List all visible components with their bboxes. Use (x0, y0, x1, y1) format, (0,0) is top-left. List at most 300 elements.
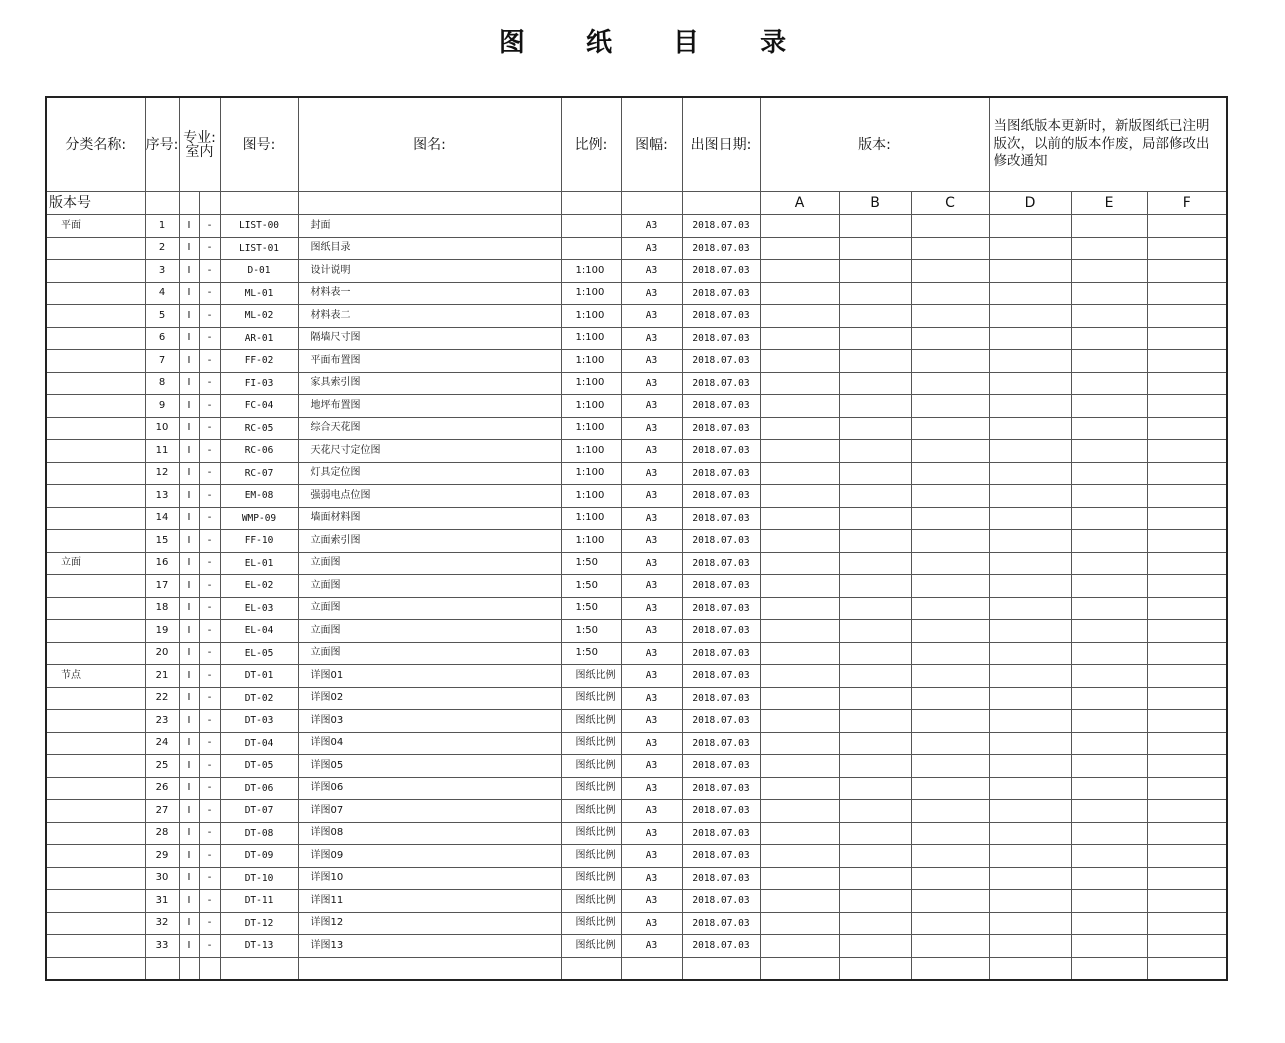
version-cell (1147, 867, 1227, 890)
version-cell (760, 732, 839, 755)
category-cell (46, 575, 145, 598)
version-cell (839, 665, 911, 688)
version-cell (989, 890, 1071, 913)
scale-cell: 图纸比例 (561, 912, 621, 935)
scale-cell (561, 215, 621, 238)
category-cell (46, 935, 145, 958)
header-discipline: 专业: 室内 (179, 97, 220, 192)
drawing-number-cell: WMP-09 (220, 507, 298, 530)
scale-cell: 1:100 (561, 417, 621, 440)
scale-cell: 图纸比例 (561, 687, 621, 710)
scale-cell (561, 237, 621, 260)
version-cell (839, 597, 911, 620)
subdiscipline-cell: - (199, 440, 220, 463)
version-letter: D (989, 192, 1071, 215)
scale-cell: 1:50 (561, 620, 621, 643)
version-cell (989, 912, 1071, 935)
discipline-cell: I (179, 597, 199, 620)
version-cell (989, 350, 1071, 373)
version-cell (911, 800, 989, 823)
version-cell (911, 755, 989, 778)
version-cell (839, 552, 911, 575)
version-cell (760, 845, 839, 868)
version-letter: F (1147, 192, 1227, 215)
table-row (46, 642, 1227, 665)
drawing-number-cell: RC-06 (220, 440, 298, 463)
version-cell (839, 642, 911, 665)
version-cell (1071, 282, 1147, 305)
scale-cell: 1:100 (561, 395, 621, 418)
header-version: 版本: (760, 97, 989, 192)
scale-cell: 1:100 (561, 327, 621, 350)
version-cell (911, 665, 989, 688)
category-cell (46, 350, 145, 373)
version-cell (1071, 395, 1147, 418)
issue-date-cell: 2018.07.03 (682, 890, 760, 913)
version-cell (989, 710, 1071, 733)
scale-cell: 1:100 (561, 440, 621, 463)
sheet-size-cell: A3 (621, 912, 682, 935)
discipline-cell: I (179, 215, 199, 238)
sheet-size-cell: A3 (621, 867, 682, 890)
version-cell (1147, 642, 1227, 665)
subdiscipline-cell: - (199, 665, 220, 688)
subdiscipline-cell: - (199, 845, 220, 868)
version-cell (911, 327, 989, 350)
sheet-size-cell: A3 (621, 687, 682, 710)
version-cell (911, 530, 989, 553)
discipline-cell: I (179, 485, 199, 508)
subdiscipline-cell: - (199, 350, 220, 373)
subdiscipline-cell: - (199, 282, 220, 305)
version-cell (1071, 327, 1147, 350)
discipline-cell: I (179, 372, 199, 395)
category-cell (46, 890, 145, 913)
version-cell (911, 552, 989, 575)
drawing-number-cell: AR-01 (220, 327, 298, 350)
version-letter: C (911, 192, 989, 215)
seq-cell: 9 (145, 395, 179, 418)
issue-date-cell: 2018.07.03 (682, 215, 760, 238)
seq-cell: 10 (145, 417, 179, 440)
seq-cell: 26 (145, 777, 179, 800)
version-cell (1071, 665, 1147, 688)
table-row (46, 710, 1227, 733)
version-cell (989, 327, 1071, 350)
version-cell (1147, 237, 1227, 260)
scale-cell: 图纸比例 (561, 665, 621, 688)
sheet-size-cell: A3 (621, 755, 682, 778)
sheet-size-cell: A3 (621, 372, 682, 395)
category-cell (46, 732, 145, 755)
version-cell (911, 485, 989, 508)
seq-cell: 31 (145, 890, 179, 913)
subdiscipline-cell: - (199, 462, 220, 485)
version-cell (1071, 350, 1147, 373)
sheet-size-cell: A3 (621, 665, 682, 688)
version-cell (760, 372, 839, 395)
subdiscipline-cell: - (199, 710, 220, 733)
version-cell (760, 395, 839, 418)
sheet-size-cell: A3 (621, 282, 682, 305)
discipline-cell: I (179, 282, 199, 305)
category-cell (46, 327, 145, 350)
table-row (46, 530, 1227, 553)
version-cell (1147, 912, 1227, 935)
issue-date-cell: 2018.07.03 (682, 912, 760, 935)
seq-cell: 29 (145, 845, 179, 868)
sheet-size-cell: A3 (621, 597, 682, 620)
version-cell (1071, 575, 1147, 598)
version-cell (1071, 237, 1147, 260)
seq-cell: 8 (145, 372, 179, 395)
drawing-number-cell: EL-02 (220, 575, 298, 598)
version-cell (760, 755, 839, 778)
drawing-number-cell: ML-02 (220, 305, 298, 328)
category-cell (46, 530, 145, 553)
sheet-size-cell: A3 (621, 305, 682, 328)
drawing-number-cell: FC-04 (220, 395, 298, 418)
version-cell (1147, 215, 1227, 238)
version-cell (1071, 710, 1147, 733)
subdiscipline-cell: - (199, 395, 220, 418)
scale-cell: 1:100 (561, 260, 621, 283)
version-cell (989, 507, 1071, 530)
page-title: 图 纸 目 录 (498, 28, 813, 58)
discipline-cell: I (179, 417, 199, 440)
sheet-size-cell: A3 (621, 395, 682, 418)
issue-date-cell: 2018.07.03 (682, 575, 760, 598)
scale-cell: 1:100 (561, 485, 621, 508)
drawing-number-cell: FI-03 (220, 372, 298, 395)
drawing-number-cell: DT-05 (220, 755, 298, 778)
scale-cell: 图纸比例 (561, 755, 621, 778)
sheet-size-cell: A3 (621, 327, 682, 350)
subdiscipline-cell: - (199, 575, 220, 598)
version-cell (1147, 350, 1227, 373)
version-cell (760, 822, 839, 845)
version-cell (839, 260, 911, 283)
subdiscipline-cell: - (199, 620, 220, 643)
version-cell (760, 800, 839, 823)
version-cell (1071, 485, 1147, 508)
discipline-cell: I (179, 350, 199, 373)
version-cell (760, 462, 839, 485)
version-cell (911, 395, 989, 418)
version-cell (760, 507, 839, 530)
version-cell (1147, 440, 1227, 463)
header-scale: 比例: (561, 97, 621, 192)
discipline-cell: I (179, 575, 199, 598)
version-cell (839, 305, 911, 328)
category-cell (46, 395, 145, 418)
drawing-number-cell: DT-10 (220, 867, 298, 890)
table-row (46, 260, 1227, 283)
version-cell (911, 260, 989, 283)
issue-date-cell: 2018.07.03 (682, 237, 760, 260)
version-cell (989, 777, 1071, 800)
scale-cell: 1:50 (561, 552, 621, 575)
issue-date-cell: 2018.07.03 (682, 800, 760, 823)
version-cell (989, 642, 1071, 665)
version-cell (1147, 282, 1227, 305)
discipline-cell: I (179, 822, 199, 845)
version-cell (989, 552, 1071, 575)
header-dwg-name: 图名: (298, 97, 561, 192)
version-cell (839, 237, 911, 260)
version-cell (989, 687, 1071, 710)
subdiscipline-cell: - (199, 305, 220, 328)
issue-date-cell: 2018.07.03 (682, 305, 760, 328)
scale-cell: 图纸比例 (561, 800, 621, 823)
issue-date-cell: 2018.07.03 (682, 395, 760, 418)
drawing-number-cell: LIST-01 (220, 237, 298, 260)
seq-cell: 7 (145, 350, 179, 373)
sheet-size-cell: A3 (621, 440, 682, 463)
subdiscipline-cell: - (199, 890, 220, 913)
sheet-size-cell: A3 (621, 215, 682, 238)
version-cell (989, 845, 1071, 868)
discipline-cell: I (179, 305, 199, 328)
drawing-name-cell: 天花尺寸定位图 (298, 440, 561, 463)
version-cell (911, 305, 989, 328)
seq-cell: 30 (145, 867, 179, 890)
version-cell (760, 687, 839, 710)
version-cell (1147, 710, 1227, 733)
table-row (46, 665, 1227, 688)
discipline-cell: I (179, 440, 199, 463)
version-cell (1071, 890, 1147, 913)
issue-date-cell: 2018.07.03 (682, 777, 760, 800)
seq-cell: 12 (145, 462, 179, 485)
subdiscipline-cell: - (199, 935, 220, 958)
scale-cell: 1:50 (561, 597, 621, 620)
seq-cell: 23 (145, 710, 179, 733)
version-cell (839, 800, 911, 823)
drawing-name-cell: 详图06 (298, 777, 561, 800)
version-cell (1147, 620, 1227, 643)
sheet-size-cell: A3 (621, 507, 682, 530)
issue-date-cell: 2018.07.03 (682, 822, 760, 845)
header-size: 图幅: (621, 97, 682, 192)
version-cell (989, 822, 1071, 845)
drawing-number-cell: RC-07 (220, 462, 298, 485)
drawing-number-cell: EL-04 (220, 620, 298, 643)
category-cell: 平面 (46, 215, 145, 238)
version-cell (989, 260, 1071, 283)
seq-cell: 4 (145, 282, 179, 305)
table-row (46, 935, 1227, 958)
version-cell (760, 485, 839, 508)
drawing-number-cell: DT-03 (220, 710, 298, 733)
scale-cell: 1:100 (561, 462, 621, 485)
header-dwg-no: 图号: (220, 97, 298, 192)
discipline-cell: I (179, 260, 199, 283)
version-cell (1147, 777, 1227, 800)
sheet-size-cell: A3 (621, 800, 682, 823)
subdiscipline-cell: - (199, 597, 220, 620)
category-cell (46, 485, 145, 508)
category-cell (46, 417, 145, 440)
discipline-cell: I (179, 845, 199, 868)
version-cell (839, 687, 911, 710)
table-row (46, 687, 1227, 710)
table-row (46, 777, 1227, 800)
version-cell (760, 665, 839, 688)
header-category: 分类名称: (46, 97, 145, 192)
scale-cell: 1:100 (561, 305, 621, 328)
seq-cell: 25 (145, 755, 179, 778)
subdiscipline-cell: - (199, 552, 220, 575)
scale-cell: 1:50 (561, 575, 621, 598)
version-cell (1071, 800, 1147, 823)
subdiscipline-cell: - (199, 642, 220, 665)
version-cell (1147, 372, 1227, 395)
scale-cell: 图纸比例 (561, 867, 621, 890)
version-cell (911, 620, 989, 643)
version-cell (839, 395, 911, 418)
scale-cell: 1:100 (561, 350, 621, 373)
version-cell (1147, 687, 1227, 710)
discipline-cell: I (179, 665, 199, 688)
issue-date-cell: 2018.07.03 (682, 597, 760, 620)
subdiscipline-cell: - (199, 867, 220, 890)
issue-date-cell: 2018.07.03 (682, 507, 760, 530)
seq-cell: 1 (145, 215, 179, 238)
header-date: 出图日期: (682, 97, 760, 192)
drawing-name-cell: 详图05 (298, 755, 561, 778)
subdiscipline-cell: - (199, 912, 220, 935)
version-cell (989, 800, 1071, 823)
subdiscipline-cell: - (199, 777, 220, 800)
table-row (46, 462, 1227, 485)
version-cell (1147, 552, 1227, 575)
version-cell (989, 237, 1071, 260)
version-cell (911, 440, 989, 463)
version-cell (839, 755, 911, 778)
scale-cell: 图纸比例 (561, 732, 621, 755)
sheet-size-cell: A3 (621, 710, 682, 733)
version-cell (839, 935, 911, 958)
subdiscipline-cell: - (199, 327, 220, 350)
discipline-cell: I (179, 732, 199, 755)
version-cell (1147, 935, 1227, 958)
sheet-size-cell: A3 (621, 777, 682, 800)
seq-cell: 13 (145, 485, 179, 508)
table-row (46, 845, 1227, 868)
sheet-size-cell: A3 (621, 485, 682, 508)
issue-date-cell: 2018.07.03 (682, 417, 760, 440)
scale-cell: 图纸比例 (561, 935, 621, 958)
sheet-size-cell: A3 (621, 260, 682, 283)
version-cell (1071, 507, 1147, 530)
version-cell (1071, 372, 1147, 395)
table-row (46, 822, 1227, 845)
version-row (46, 192, 1227, 215)
drawing-name-cell: 平面布置图 (298, 350, 561, 373)
drawing-name-cell: 家具索引图 (298, 372, 561, 395)
seq-cell: 19 (145, 620, 179, 643)
version-cell (911, 575, 989, 598)
category-cell (46, 912, 145, 935)
drawing-number-cell: DT-06 (220, 777, 298, 800)
category-cell: 节点 (46, 665, 145, 688)
discipline-cell: I (179, 687, 199, 710)
version-cell (989, 620, 1071, 643)
category-cell (46, 822, 145, 845)
drawing-number-cell: DT-02 (220, 687, 298, 710)
seq-cell: 20 (145, 642, 179, 665)
sheet-size-cell: A3 (621, 462, 682, 485)
drawing-number-cell: DT-08 (220, 822, 298, 845)
scale-cell: 图纸比例 (561, 777, 621, 800)
version-cell (839, 485, 911, 508)
subdiscipline-cell: - (199, 260, 220, 283)
version-cell (839, 372, 911, 395)
scale-cell: 图纸比例 (561, 710, 621, 733)
version-cell (1071, 215, 1147, 238)
sheet-size-cell: A3 (621, 552, 682, 575)
version-cell (760, 440, 839, 463)
issue-date-cell: 2018.07.03 (682, 665, 760, 688)
version-cell (839, 462, 911, 485)
category-cell (46, 620, 145, 643)
version-cell (1071, 440, 1147, 463)
seq-cell: 27 (145, 800, 179, 823)
version-cell (911, 912, 989, 935)
version-cell (911, 597, 989, 620)
table-row (46, 597, 1227, 620)
subdiscipline-cell: - (199, 507, 220, 530)
version-cell (1071, 755, 1147, 778)
drawing-number-cell: DT-07 (220, 800, 298, 823)
issue-date-cell: 2018.07.03 (682, 350, 760, 373)
issue-date-cell: 2018.07.03 (682, 867, 760, 890)
seq-cell: 22 (145, 687, 179, 710)
drawing-name-cell: 封面 (298, 215, 561, 238)
drawing-name-cell: 隔墙尺寸图 (298, 327, 561, 350)
version-cell (989, 282, 1071, 305)
seq-cell: 3 (145, 260, 179, 283)
version-cell (989, 440, 1071, 463)
version-cell (760, 935, 839, 958)
drawing-number-cell: ML-01 (220, 282, 298, 305)
drawing-name-cell: 灯具定位图 (298, 462, 561, 485)
table-row (46, 912, 1227, 935)
table-row (46, 552, 1227, 575)
scale-cell: 图纸比例 (561, 822, 621, 845)
version-cell (1071, 260, 1147, 283)
version-cell (911, 845, 989, 868)
seq-cell: 28 (145, 822, 179, 845)
drawing-number-cell: DT-13 (220, 935, 298, 958)
category-cell (46, 687, 145, 710)
version-cell (989, 395, 1071, 418)
sheet-size-cell: A3 (621, 642, 682, 665)
discipline-cell: I (179, 552, 199, 575)
version-cell (911, 507, 989, 530)
version-cell (1147, 597, 1227, 620)
sheet-size-cell: A3 (621, 845, 682, 868)
category-cell (46, 777, 145, 800)
drawing-number-cell: DT-01 (220, 665, 298, 688)
version-cell (839, 845, 911, 868)
version-cell (989, 755, 1071, 778)
version-cell (1071, 845, 1147, 868)
scale-cell: 图纸比例 (561, 890, 621, 913)
version-cell (1147, 462, 1227, 485)
version-cell (839, 327, 911, 350)
